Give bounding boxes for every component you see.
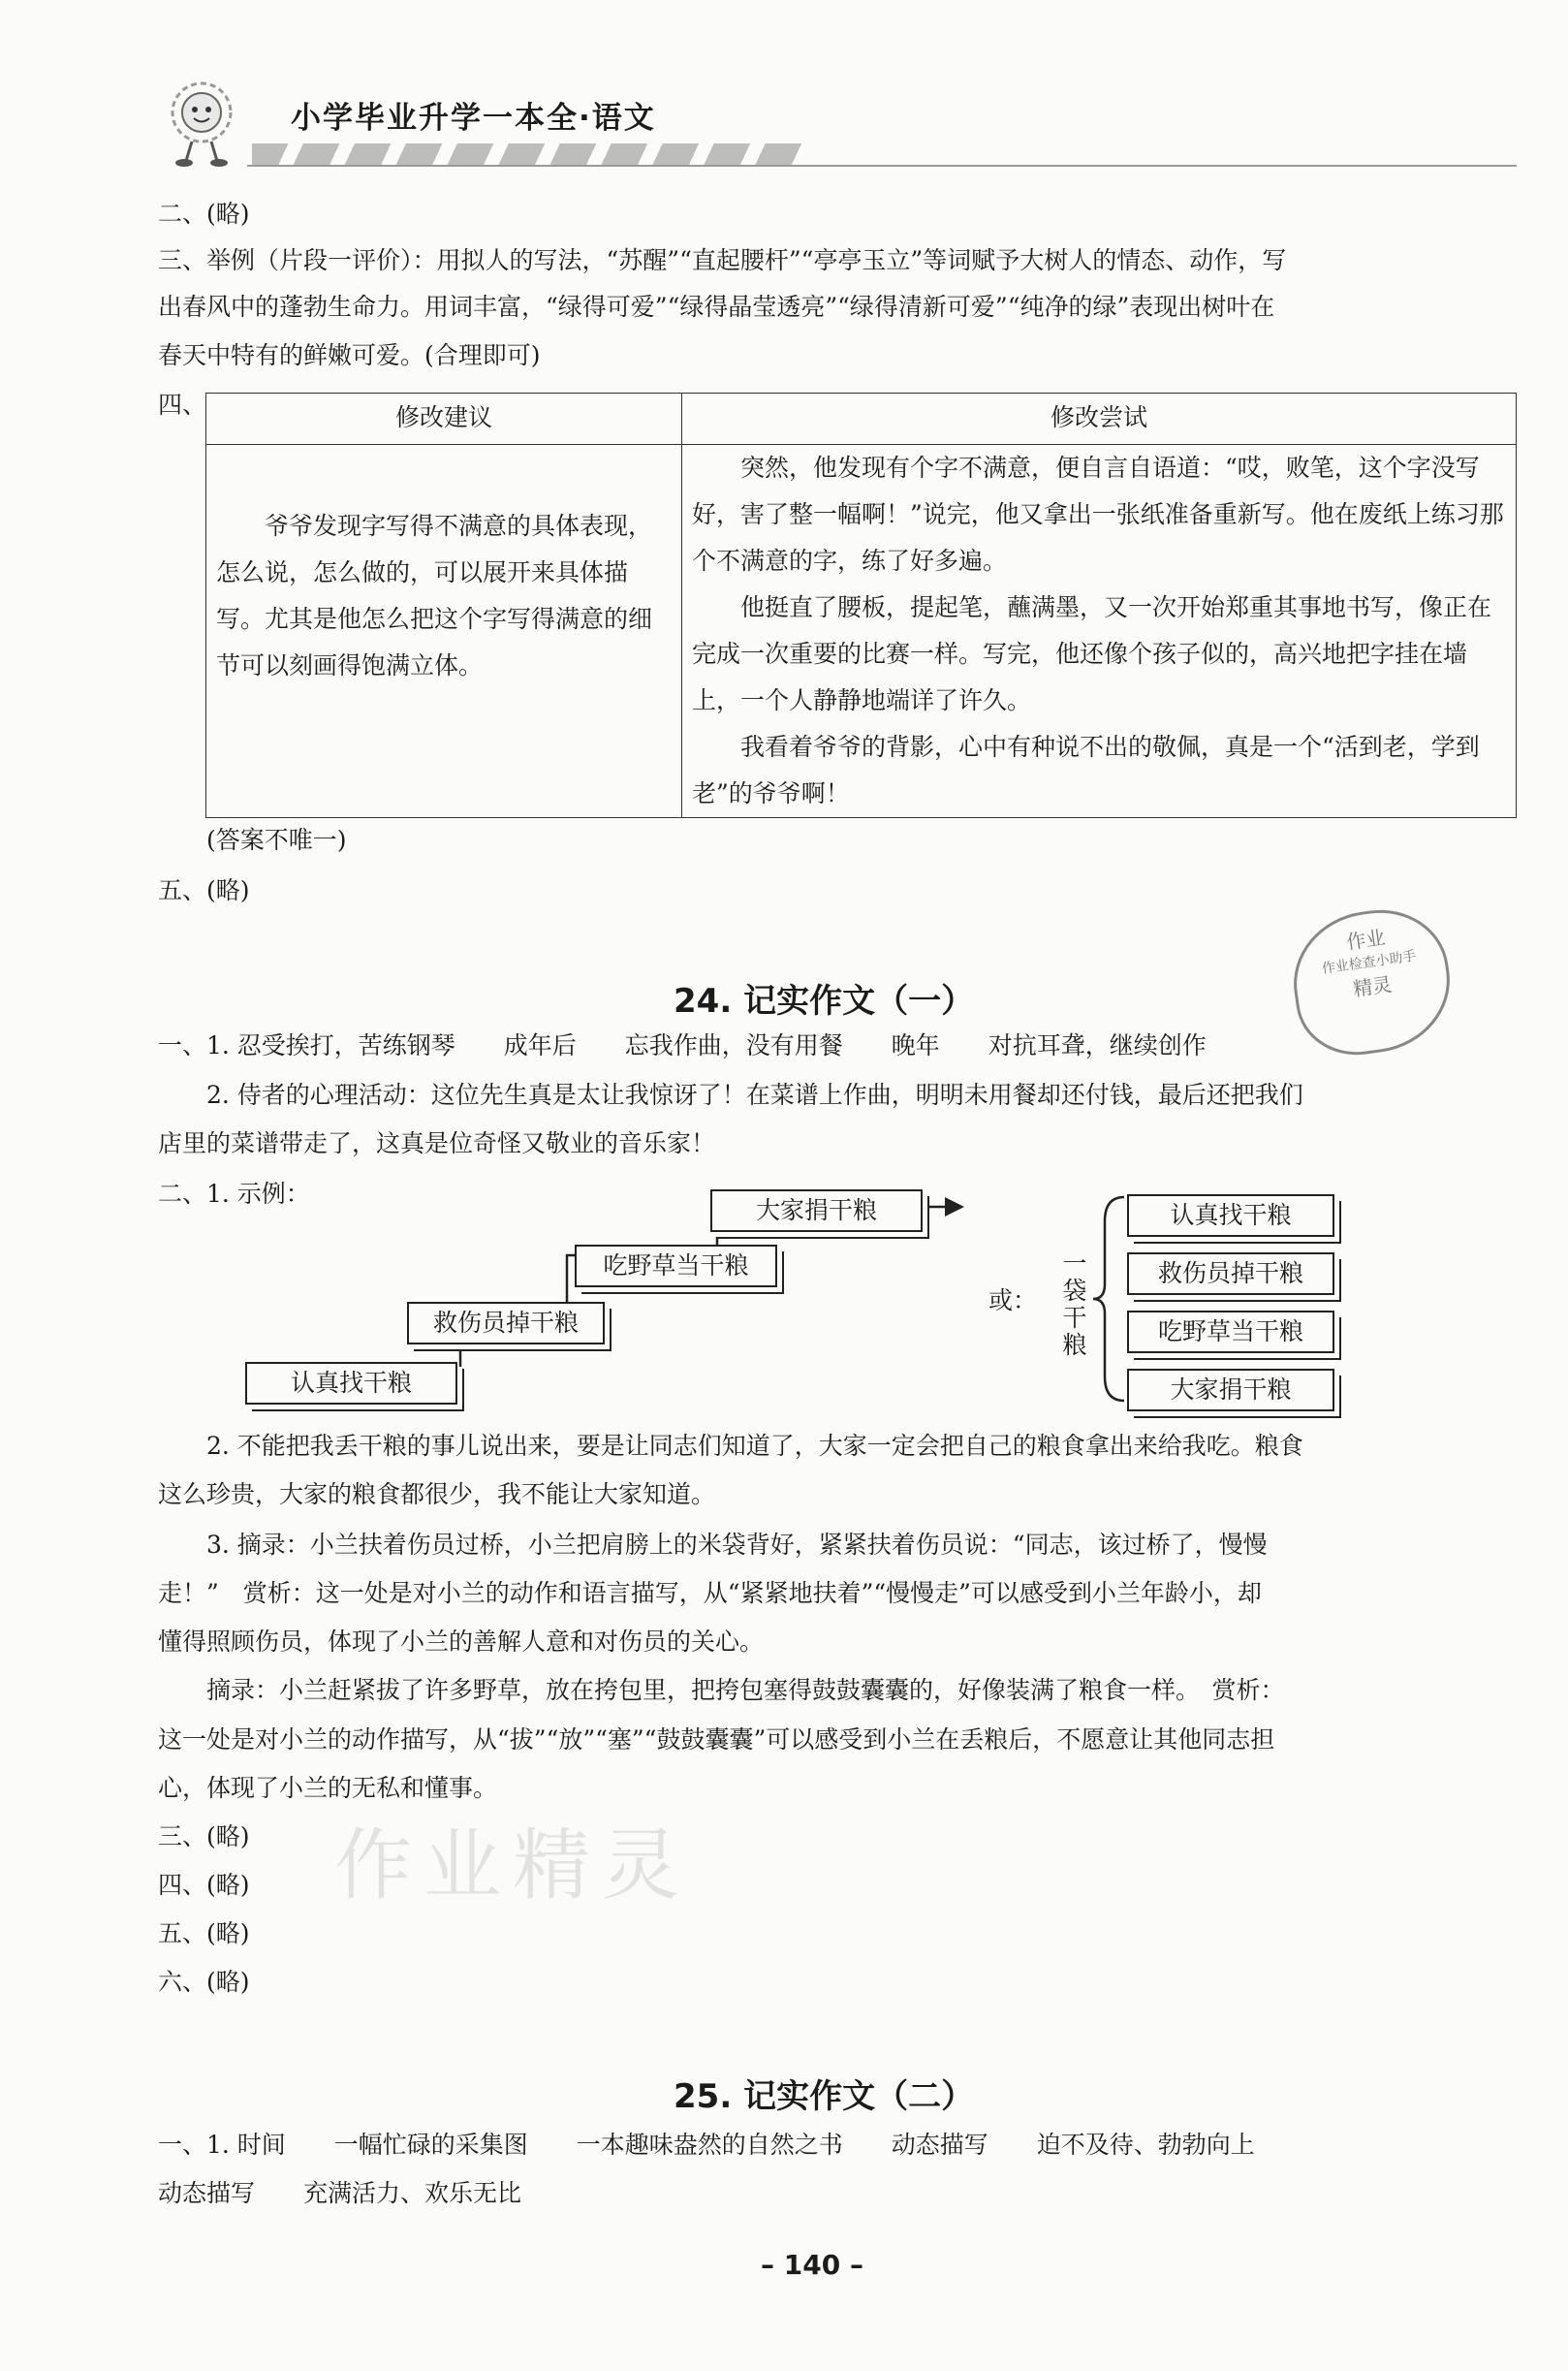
s24-q2-2-line2: 这么珍贵，大家的粮食都很少，我不能让大家知道。 [158, 1480, 716, 1508]
suggestion-cell [206, 445, 682, 818]
answer-3-line1: 三、举例（片段一评价）：用拟人的写法，“苏醒”“直起腰杆”“亭亭玉立”等词赋予大树人的情态、动作，写 [158, 246, 1287, 274]
section-24-title: 24. 记实作文（一） [674, 982, 975, 1021]
answer-3-line3: 春天中特有的鲜嫩可爱。(合理即可) [158, 341, 541, 369]
s24-q1-1: 一、1. 忍受挨打，苦练钢琴 成年后 忘我作曲，没有用餐 晚年 对抗耳聋，继续创作 [158, 1031, 1207, 1059]
s24-q2-3-line2: 走！” 赏析：这一处是对小兰的动作和语言描写，从“紧紧地扶着”“慢慢走”可以感受到小兰年龄小，却 [158, 1579, 1262, 1607]
brace-item-4: 大家捐干粮 [1127, 1369, 1334, 1411]
s24-q6: 六、(略) [158, 1968, 250, 1996]
table-row [206, 445, 1517, 818]
answer-2: 二、(略) [158, 200, 250, 228]
or-label: 或： [988, 1286, 1038, 1314]
attempt-para-2: 他挺直了腰板，提起笔，蘸满墨，又一次开始郑重其事地书写，像正在完成一次重要的比赛一样。写完，他还像个孩子似的，高兴地把字挂在墙上，一个人静静地端详了许久。 [692, 593, 1492, 714]
s24-q1-2-line1: 2. 侍者的心理活动：这位先生真是太让我惊讶了！在菜谱上作曲，明明未用餐却还付钱，最后还把我们 [206, 1081, 1303, 1109]
brace-item-2: 救伤员掉干粮 [1127, 1252, 1334, 1295]
stair-step-4: 大家捐干粮 [710, 1189, 923, 1232]
s24-q2-3-line5: 这一处是对小兰的动作描写，从“拔”“放”“塞”“鼓鼓囊囊”可以感受到小兰在丢粮后，不愿意让其他同志担 [158, 1725, 1275, 1754]
suggestion-text: 爷爷发现字写得不满意的具体表现，怎么说，怎么做的，可以展开来具体描写。尤其是他怎么把这个字写得满意的细节可以刻画得饱满立体。 [216, 512, 653, 680]
col-header-attempt: 修改尝试 [682, 394, 1517, 445]
page-number: – 140 – [761, 2249, 863, 2281]
answer-note: (答案不唯一) [206, 826, 347, 854]
attempt-para-1: 突然，他发现有个字不满意，便自言自语道：“哎，败笔，这个字没写好，害了整一幅啊！”说完，他又拿出一张纸准备重新写。他在废纸上练习那个不满意的字，练了好多遍。 [692, 454, 1504, 575]
s24-q2-3-line3: 懂得照顾伤员，体现了小兰的善解人意和对伤员的关心。 [158, 1628, 765, 1656]
homework-stamp: 作业 作业检查小助手 精灵 [1285, 901, 1459, 1063]
brace-item-3: 吃野草当干粮 [1127, 1311, 1334, 1353]
section-25-title: 25. 记实作文（二） [674, 2077, 975, 2116]
s24-q2-label: 二、1. 示例： [158, 1180, 310, 1208]
watermark: 作业精灵 [334, 1820, 691, 1911]
stair-step-1: 认真找干粮 [245, 1362, 457, 1405]
col-header-suggestion: 修改建议 [206, 394, 682, 445]
s24-q3: 三、(略) [158, 1822, 250, 1850]
s24-q2-3-line6: 心，体现了小兰的无私和懂事。 [158, 1774, 498, 1802]
s24-q1-2-line2: 店里的菜谱带走了，这真是位奇怪又敬业的音乐家！ [158, 1129, 716, 1157]
stair-step-3: 吃野草当干粮 [575, 1245, 777, 1287]
answer-4-label: 四、 [158, 391, 207, 419]
header-rule [247, 165, 1517, 167]
s24-q2-3-line1: 3. 摘录：小兰扶着伤员过桥，小兰把肩膀上的米袋背好，紧紧扶着伤员说：“同志，该过桥了，慢慢 [206, 1531, 1268, 1559]
brace-item-1: 认真找干粮 [1127, 1194, 1334, 1237]
table-header-row [206, 394, 1517, 445]
revision-table [205, 393, 1517, 818]
s24-q2-2-line1: 2. 不能把我丢干粮的事儿说出来，要是让同志们知道了，大家一定会把自己的粮食拿出来给我吃。粮食 [206, 1432, 1303, 1460]
s25-q1-line2: 动态描写 充满活力、欢乐无比 [158, 2179, 522, 2207]
stair-step-2: 救伤员掉干粮 [407, 1302, 605, 1344]
brace-icon [1090, 1192, 1129, 1406]
s24-q2-3-line4: 摘录：小兰赶紧拔了许多野草，放在挎包里，把挎包塞得鼓鼓囊囊的，好像装满了粮食一样。 赏析： [206, 1676, 1285, 1704]
answer-5: 五、(略) [158, 876, 250, 904]
brace-label: 一袋干粮 [1062, 1249, 1087, 1359]
attempt-para-3: 我看着爷爷的背影，心中有种说不出的敬佩，真是一个“活到老，学到老”的爷爷啊！ [692, 733, 1480, 807]
sun-mascot-logo [163, 76, 240, 173]
running-header-title: 小学毕业升学一本全·语文 [291, 101, 656, 136]
attempt-cell [682, 445, 1517, 818]
s24-q5: 五、(略) [158, 1919, 250, 1947]
header-stripe-decoration [252, 143, 804, 165]
s25-q1-line1: 一、1. 时间 一幅忙碌的采集图 一本趣味盎然的自然之书 动态描写 迫不及待、勃勃向上 [158, 2131, 1255, 2159]
s24-q4: 四、(略) [158, 1871, 250, 1899]
answer-3-line2: 出春风中的蓬勃生命力。用词丰富，“绿得可爱”“绿得晶莹透亮”“绿得清新可爱”“纯净的绿”表现出树叶在 [158, 293, 1275, 321]
